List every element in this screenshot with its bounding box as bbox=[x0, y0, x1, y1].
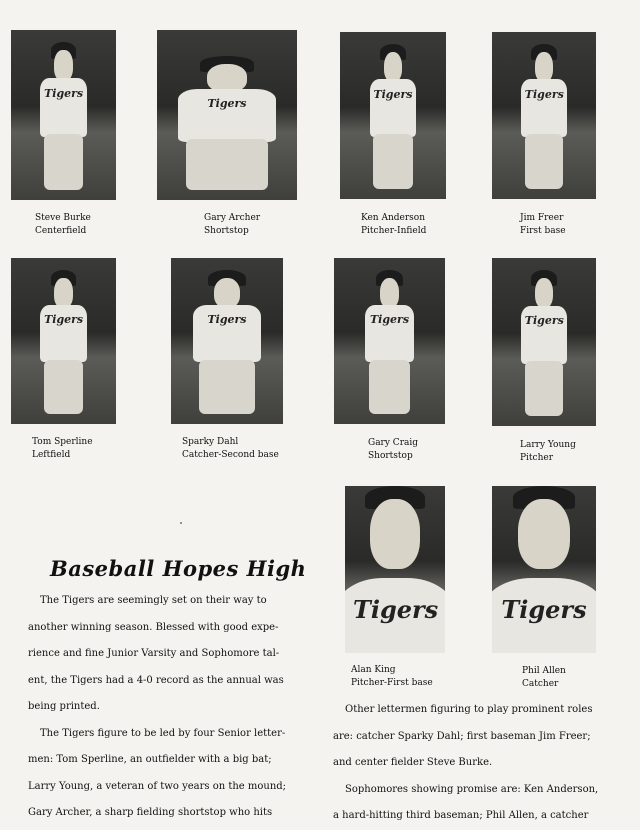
jersey-lettering: Tigers bbox=[369, 313, 410, 327]
photo-sparky-dahl bbox=[171, 258, 283, 424]
jersey-lettering: Tigers bbox=[524, 313, 564, 327]
player-name: Ken Anderson bbox=[361, 213, 425, 223]
jersey-lettering: Tigers bbox=[353, 594, 439, 624]
caption-larry-young bbox=[520, 439, 576, 465]
article-line: Sophomores showing promise are: Ken Anderson, bbox=[345, 783, 599, 795]
jersey-lettering: Tigers bbox=[524, 87, 564, 101]
player-name: Phil Allen bbox=[522, 666, 566, 676]
article-line: Larry Young, a veteran of two years on the mound; bbox=[28, 780, 287, 792]
photo-phil-allen bbox=[492, 486, 596, 653]
jersey-lettering: Tigers bbox=[44, 86, 84, 100]
player-name: Tom Sperline bbox=[32, 437, 93, 447]
caption-gary-craig bbox=[368, 437, 418, 463]
photo-jim-freer bbox=[492, 32, 596, 199]
article-line: are: catcher Sparky Dahl; first baseman Jim Freer; bbox=[333, 730, 591, 742]
jersey-lettering: Tigers bbox=[207, 96, 247, 110]
article-left-column bbox=[28, 588, 288, 827]
player-name: Steve Burke bbox=[35, 213, 91, 223]
caption-ken-anderson bbox=[361, 212, 426, 238]
player-name: Gary Archer bbox=[204, 213, 261, 223]
player-position: Pitcher bbox=[520, 453, 554, 463]
player-position: Catcher bbox=[522, 679, 559, 689]
caption-steve-burke bbox=[35, 212, 91, 238]
photo-tom-sperline bbox=[11, 258, 116, 424]
caption-gary-archer bbox=[204, 212, 260, 238]
article-line: ent, the Tigers had a 4-0 record as the annual was bbox=[28, 674, 284, 686]
article-right-column bbox=[333, 697, 613, 830]
article-line: another winning season. Blessed with good expe- bbox=[28, 621, 279, 633]
player-position: Catcher-Second base bbox=[182, 450, 279, 460]
article-line: being printed. bbox=[28, 701, 100, 712]
caption-tom-sperline bbox=[32, 436, 93, 462]
caption-jim-freer bbox=[520, 212, 566, 238]
article-line: men: Tom Sperline, an outfielder with a big bat; bbox=[28, 754, 272, 765]
player-name: Gary Craig bbox=[368, 438, 418, 448]
jersey-lettering: Tigers bbox=[207, 313, 247, 327]
player-name: Sparky Dahl bbox=[182, 437, 239, 447]
player-name: Alan King bbox=[351, 665, 396, 675]
caption-sparky-dahl bbox=[182, 436, 279, 462]
article-line: The Tigers figure to be led by four Senior letter- bbox=[40, 727, 286, 739]
player-position: Centerfield bbox=[35, 226, 87, 236]
article-line: The Tigers are seemingly set on their way to bbox=[40, 595, 267, 606]
photo-steve-burke bbox=[11, 30, 116, 200]
photo-ken-anderson bbox=[340, 32, 446, 199]
player-position: Leftfield bbox=[32, 450, 71, 460]
player-position: Shortstop bbox=[204, 226, 249, 236]
article-line: rience and fine Junior Varsity and Sophomore tal- bbox=[28, 648, 280, 659]
photo-gary-craig bbox=[334, 258, 445, 424]
photo-gary-archer bbox=[157, 30, 297, 200]
player-name: Larry Young bbox=[520, 440, 576, 450]
player-position: Shortstop bbox=[368, 451, 413, 461]
print-speck bbox=[180, 522, 182, 524]
article-line: Gary Archer, a sharp fielding shortstop who hits bbox=[28, 807, 273, 818]
photo-alan-king bbox=[345, 486, 445, 653]
caption-phil-allen bbox=[522, 665, 566, 691]
jersey-lettering: Tigers bbox=[44, 313, 84, 327]
article-headline: Baseball Hopes High bbox=[50, 556, 307, 581]
article-line: and center fielder Steve Burke. bbox=[333, 757, 493, 768]
caption-alan-king bbox=[351, 664, 433, 690]
player-position: Pitcher-Infield bbox=[361, 226, 427, 236]
photo-larry-young bbox=[492, 258, 596, 426]
player-position: First base bbox=[520, 226, 566, 236]
article-line: Other lettermen figuring to play prominent roles bbox=[345, 704, 593, 715]
jersey-lettering: Tigers bbox=[501, 594, 587, 624]
article-line: a hard-hitting third baseman; Phil Allen, a catcher bbox=[333, 810, 589, 821]
jersey-lettering: Tigers bbox=[373, 87, 413, 101]
player-name: Jim Freer bbox=[520, 213, 564, 223]
player-position: Pitcher-First base bbox=[351, 678, 433, 688]
